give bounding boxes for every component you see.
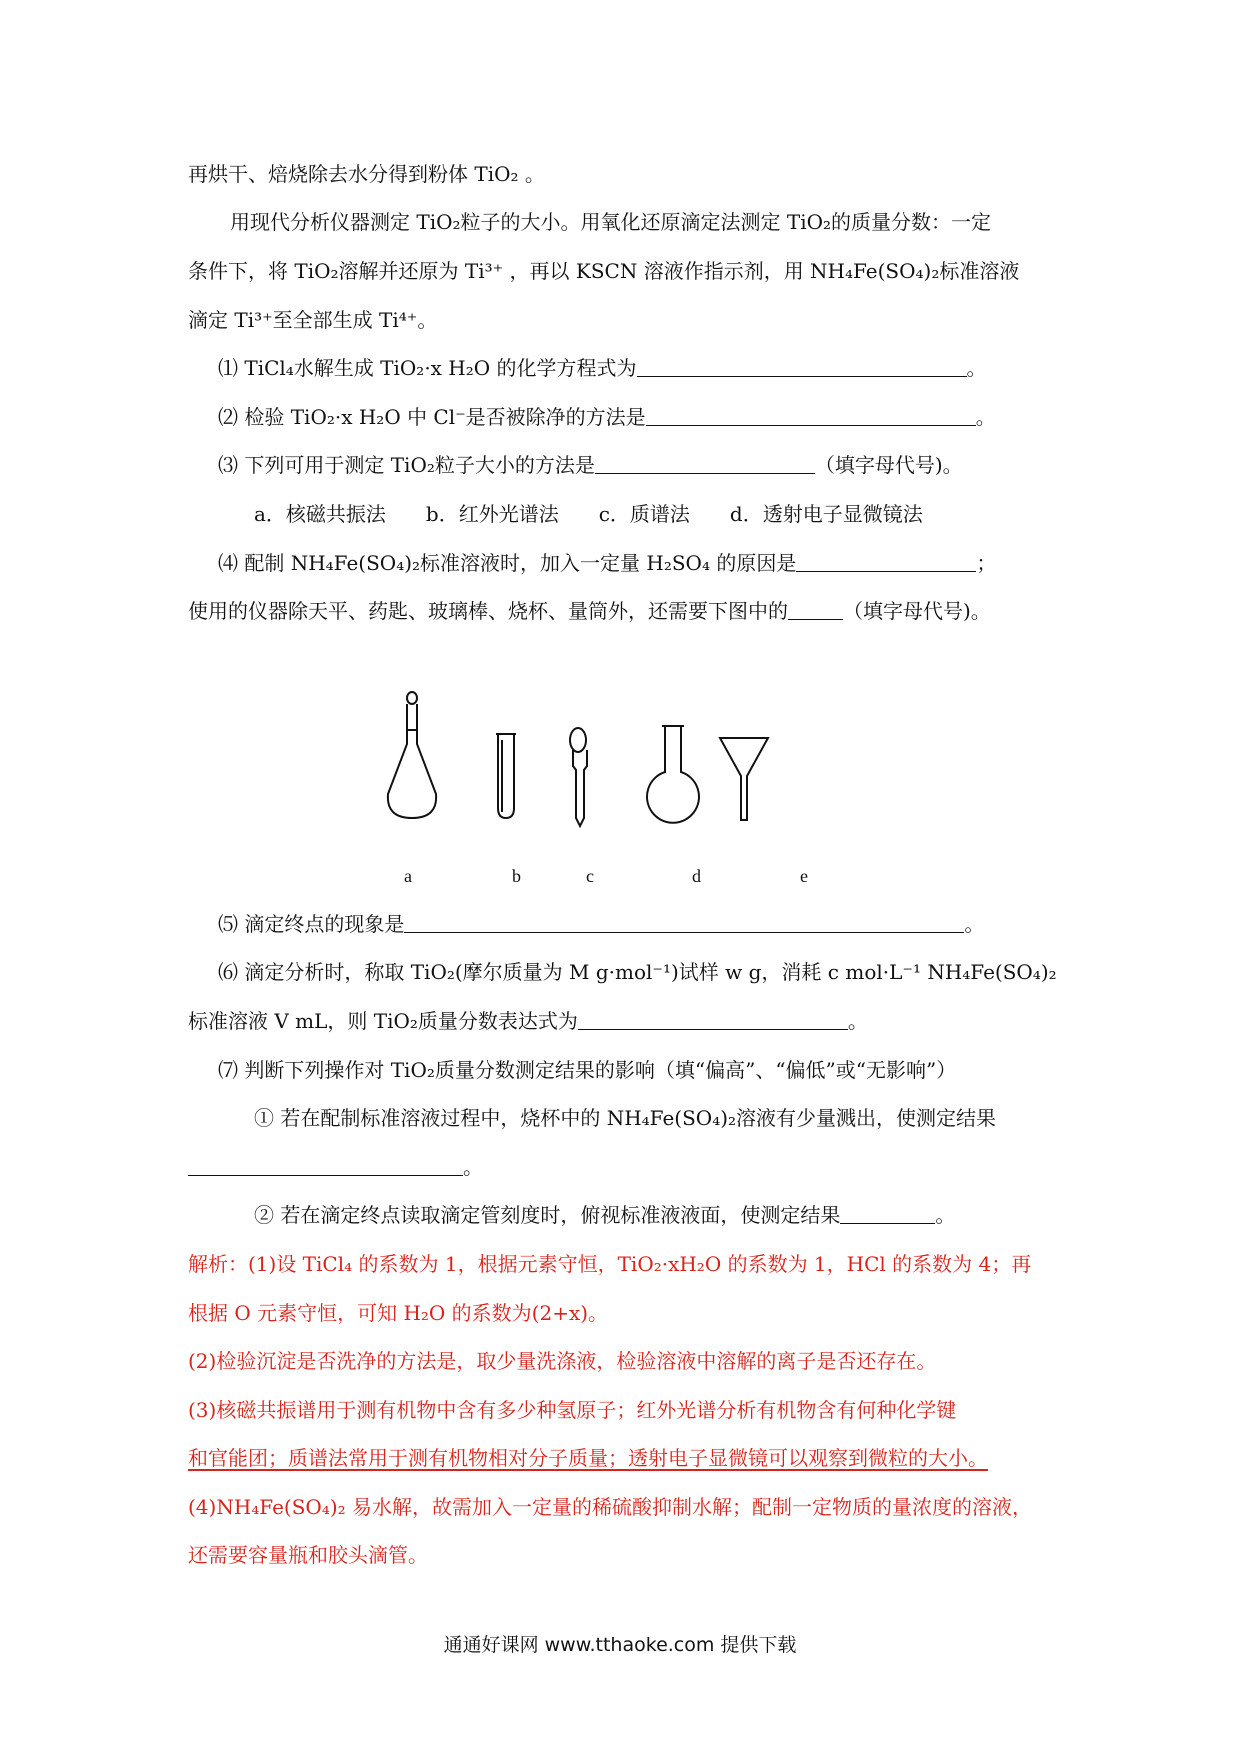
line-tail: （填字母代号)。: [843, 599, 991, 623]
round-bottom-flask-icon: [647, 726, 699, 823]
line-text: 解析：(1)设 TiCl₄ 的系数为 1，根据元素守恒，TiO₂·xH₂O 的系数为 1，HCl 的系数为 4；再: [188, 1252, 1032, 1276]
question-line: [0, 208, 1240, 236]
line-text: a．核磁共振法 b．红外光谱法 c．质谱法 d．透射电子显微镜法: [254, 502, 923, 526]
figure-label-b: b: [512, 866, 521, 886]
figure-label-e: e: [800, 866, 808, 886]
question-line: [0, 1153, 1240, 1181]
figure-label-a: a: [404, 866, 412, 886]
line-text: ① 若在配制标准溶液过程中，烧杯中的 NH₄Fe(SO₄)₂溶液有少量溅出，使测定结果: [254, 1106, 997, 1130]
line-tail: 。: [463, 1155, 483, 1179]
answer-blank[interactable]: [840, 1203, 935, 1224]
answer-blank[interactable]: [595, 453, 815, 474]
question-line: [0, 257, 1240, 285]
answer-blank[interactable]: [404, 912, 964, 933]
line-tail: 。: [847, 1009, 868, 1033]
question-line: [0, 1201, 1240, 1229]
answer-line: [0, 1493, 1240, 1521]
line-text: (2)检验沉淀是否洗净的方法是，取少量洗涤液，检验溶液中溶解的离子是否还存在。: [188, 1349, 937, 1373]
question-line: [0, 160, 1240, 188]
line-text: (3)核磁共振谱用于测有机物中含有多少种氢原子；红外光谱分析有机物含有何种化学键: [188, 1398, 957, 1422]
line-text: ⑷ 配制 NH₄Fe(SO₄)₂标准溶液时，加入一定量 H₂SO₄ 的原因是: [218, 551, 797, 575]
line-text: 使用的仪器除天平、药匙、玻璃棒、烧杯、量筒外，还需要下图中的: [188, 599, 788, 623]
line-text: 用现代分析仪器测定 TiO₂粒子的大小。用氧化还原滴定法测定 TiO₂的质量分数：一定: [230, 210, 992, 234]
dropper-icon: [570, 728, 587, 826]
line-tail: 。: [964, 912, 985, 936]
line-text: ⑴ TiCl₄水解生成 TiO₂·x H₂O 的化学方程式为: [218, 356, 637, 380]
figure-label-d: d: [692, 866, 701, 886]
line-text: 还需要容量瓶和胶头滴管。: [188, 1543, 428, 1567]
line-text: (4)NH₄Fe(SO₄)₂ 易水解，故需加入一定量的稀硫酸抑制水解；配制一定物质的量浓度的溶液，: [188, 1495, 1033, 1519]
question-line: [0, 549, 1240, 577]
line-text: 标准溶液 V mL，则 TiO₂质量分数表达式为: [188, 1009, 578, 1033]
line-text: ⑹ 滴定分析时，称取 TiO₂(摩尔质量为 M g·mol⁻¹)试样 w g，消耗 c mol·L⁻¹ NH₄Fe(SO₄)₂: [218, 960, 1057, 984]
line-tail: 。: [975, 405, 996, 429]
answer-line: [0, 1444, 1240, 1472]
question-line: [0, 1104, 1240, 1132]
line-text: ② 若在滴定终点读取滴定管刻度时，俯视标准液液面，使测定结果: [254, 1203, 841, 1227]
question-line: [0, 1007, 1240, 1035]
page-footer: 通通好课网 www.tthaoke.com 提供下载: [443, 1634, 797, 1656]
question-line: [0, 403, 1240, 431]
answer-line: [0, 1347, 1240, 1375]
question-line: [0, 354, 1240, 382]
test-tube-icon: [496, 734, 516, 818]
answer-line: [0, 1299, 1240, 1327]
funnel-icon: [720, 738, 768, 820]
question-line: [0, 306, 1240, 334]
question-line: [0, 500, 1240, 528]
line-text: ⑸ 滴定终点的现象是: [218, 912, 405, 936]
line-text: 再烘干、焙烧除去水分得到粉体 TiO₂ 。: [188, 162, 545, 186]
line-text: 根据 O 元素守恒，可知 H₂O 的系数为(2+x)。: [188, 1301, 609, 1325]
volumetric-flask-icon: [388, 692, 436, 818]
line-tail: （填字母代号)。: [814, 453, 963, 477]
line-text: ⑺ 判断下列操作对 TiO₂质量分数测定结果的影响（填“偏高”、“偏低”或“无影响”）: [218, 1058, 957, 1082]
question-line: [0, 597, 1240, 625]
question-line: [0, 958, 1240, 986]
answer-blank[interactable]: [188, 1155, 463, 1176]
line-tail: 。: [935, 1203, 956, 1227]
line-tail: 。: [966, 356, 987, 380]
line-text: ⑵ 检验 TiO₂·x H₂O 中 Cl⁻是否被除净的方法是: [218, 405, 646, 429]
line-text: 滴定 Ti³⁺至全部生成 Ti⁴⁺。: [188, 308, 438, 332]
answer-blank[interactable]: [578, 1009, 848, 1030]
answer-blank[interactable]: [788, 599, 843, 620]
line-tail: ；: [976, 551, 997, 575]
figure-label-c: c: [586, 866, 594, 886]
apparatus-figure: [380, 690, 860, 850]
line-text: 条件下，将 TiO₂溶解并还原为 Ti³⁺ ，再以 KSCN 溶液作指示剂，用 NH₄Fe(SO₄)₂标准溶液: [188, 259, 1020, 283]
answer-blank[interactable]: [646, 405, 976, 426]
answer-blank[interactable]: [796, 551, 976, 572]
answer-blank[interactable]: [637, 356, 967, 377]
question-line: [0, 451, 1240, 479]
answer-line: [0, 1250, 1240, 1278]
answer-line: [0, 1541, 1240, 1569]
answer-line: [0, 1396, 1240, 1424]
question-line: [0, 910, 1240, 938]
line-text: 和官能团；质谱法常用于测有机物相对分子质量；透射电子显微镜可以观察到微粒的大小。: [188, 1446, 988, 1470]
question-line: [0, 1056, 1240, 1084]
line-text: ⑶ 下列可用于测定 TiO₂粒子大小的方法是: [218, 453, 595, 477]
